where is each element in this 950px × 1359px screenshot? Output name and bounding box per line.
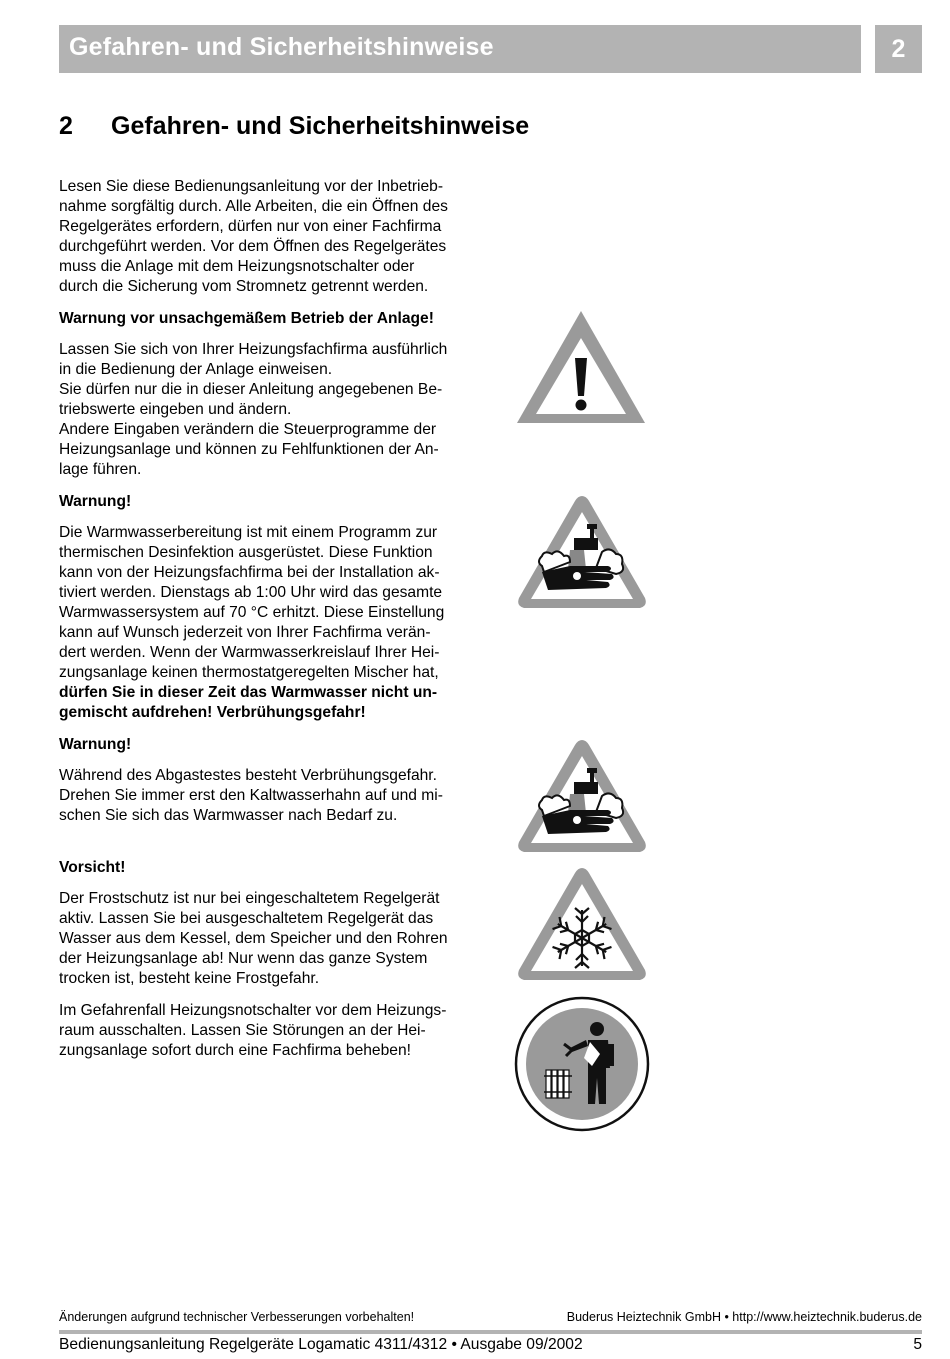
running-header-title: Gefahren- und Sicherheitshinweise [69,33,494,61]
footer-company: Buderus Heiztechnik GmbH • http://www.heiztechnik.buderus.de [566,1310,922,1324]
warning2-paragraph: Die Warmwasserbereitung ist mit einem Programm zur thermischen Desinfektion ausgerüstet. Diese Funktion kann von der Heizungsfachfirma bei der Installation ak- tiviert werden. Dienstags ab 1:00 Uhr wird das gesamte Warmwassersystem auf 70 °C erhitzt. Diese Einstellung kann auf Wunsch jederzeit von Ihrer Fachfirma verän- dert werden. Wenn der Warmwasserkreislauf Ihrer Hei- zungsanlage keinen thermostatgeregelten Mischer hat, dürfen Sie in dieser Zeit das Warmwasser nicht un- gemischt aufdrehen! Verbrühungsgefahr! [59,524,445,721]
footer-notice: Änderungen aufgrund technischer Verbesserungen vorbehalten! [59,1310,415,1324]
main-content [59,177,469,1073]
chapter-heading [59,112,529,141]
running-header [59,25,861,73]
chapter-title: Gefahren- und Sicherheitshinweise [111,112,530,140]
warning2-heading: Warnung! [59,493,132,510]
warning1-paragraph: Lassen Sie sich von Ihrer Heizungsfachfirma ausführlich in die Bedienung der Anlage einweisen. Sie dürfen nur die in dieser Anleitung angegebenen Be- triebswerte eingeben und ändern. Andere Eingaben verändern die Steuerprogramme der Heizungsanlage und können zu Fehlfunktionen der An- lage führen. [59,341,448,478]
footer-document-title: Bedienungsanleitung Regelgeräte Logamatic 4311/4312 • Ausgabe 09/2002 [59,1336,583,1353]
warning1-heading: Warnung vor unsachgemäßem Betrieb der Anlage! [59,310,434,327]
specialist-service-icon [514,996,650,1132]
running-header-chapter-number: 2 [875,25,922,73]
emergency-paragraph: Im Gefahrenfall Heizungsnotschalter vor dem Heizungs- raum ausschalten. Lassen Sie Störungen an der Hei- zungsanlage sofort durch eine Fachfirma beheben! [59,1002,447,1059]
intro-paragraph: Lesen Sie diese Bedienungsanleitung vor der Inbetrieb- nahme sorgfältig durch. Alle Arbeiten, die ein Öffnen des Regelgerätes erfordern, dürfen nur von einer Fachfirma durchgeführt werden. Vor dem Öffnen des Regelgerätes muss die Anlage mit dem Heizungsnotschalter oder durch die Sicherung vom Stromnetz getrennt werden. [59,178,448,295]
general-warning-icon [514,308,648,426]
caution-paragraph: Der Frostschutz ist nur bei eingeschaltetem Regelgerät aktiv. Lassen Sie bei ausgeschaltetem Regelgerät das Wasser aus dem Kessel, dem Speicher und den Rohren der Heizungsanlage ab! Nur wenn das ganze System trocken ist, besteht keine Frostgefahr. [59,890,448,987]
footer-divider [59,1330,922,1334]
warning3-paragraph: Während des Abgastestes besteht Verbrühungsgefahr. Drehen Sie immer erst den Kaltwasserhahn auf und mi- schen Sie sich das Warmwasser nach Bedarf zu. [59,767,443,824]
caution-heading: Vorsicht! [59,859,126,876]
frost-hazard-icon [514,864,650,984]
chapter-number: 2 [59,112,73,140]
page-number: 5 [913,1336,922,1353]
scalding-hazard-icon [514,492,650,612]
warning3-heading: Warnung! [59,736,132,753]
scalding-hazard-icon [514,736,650,856]
